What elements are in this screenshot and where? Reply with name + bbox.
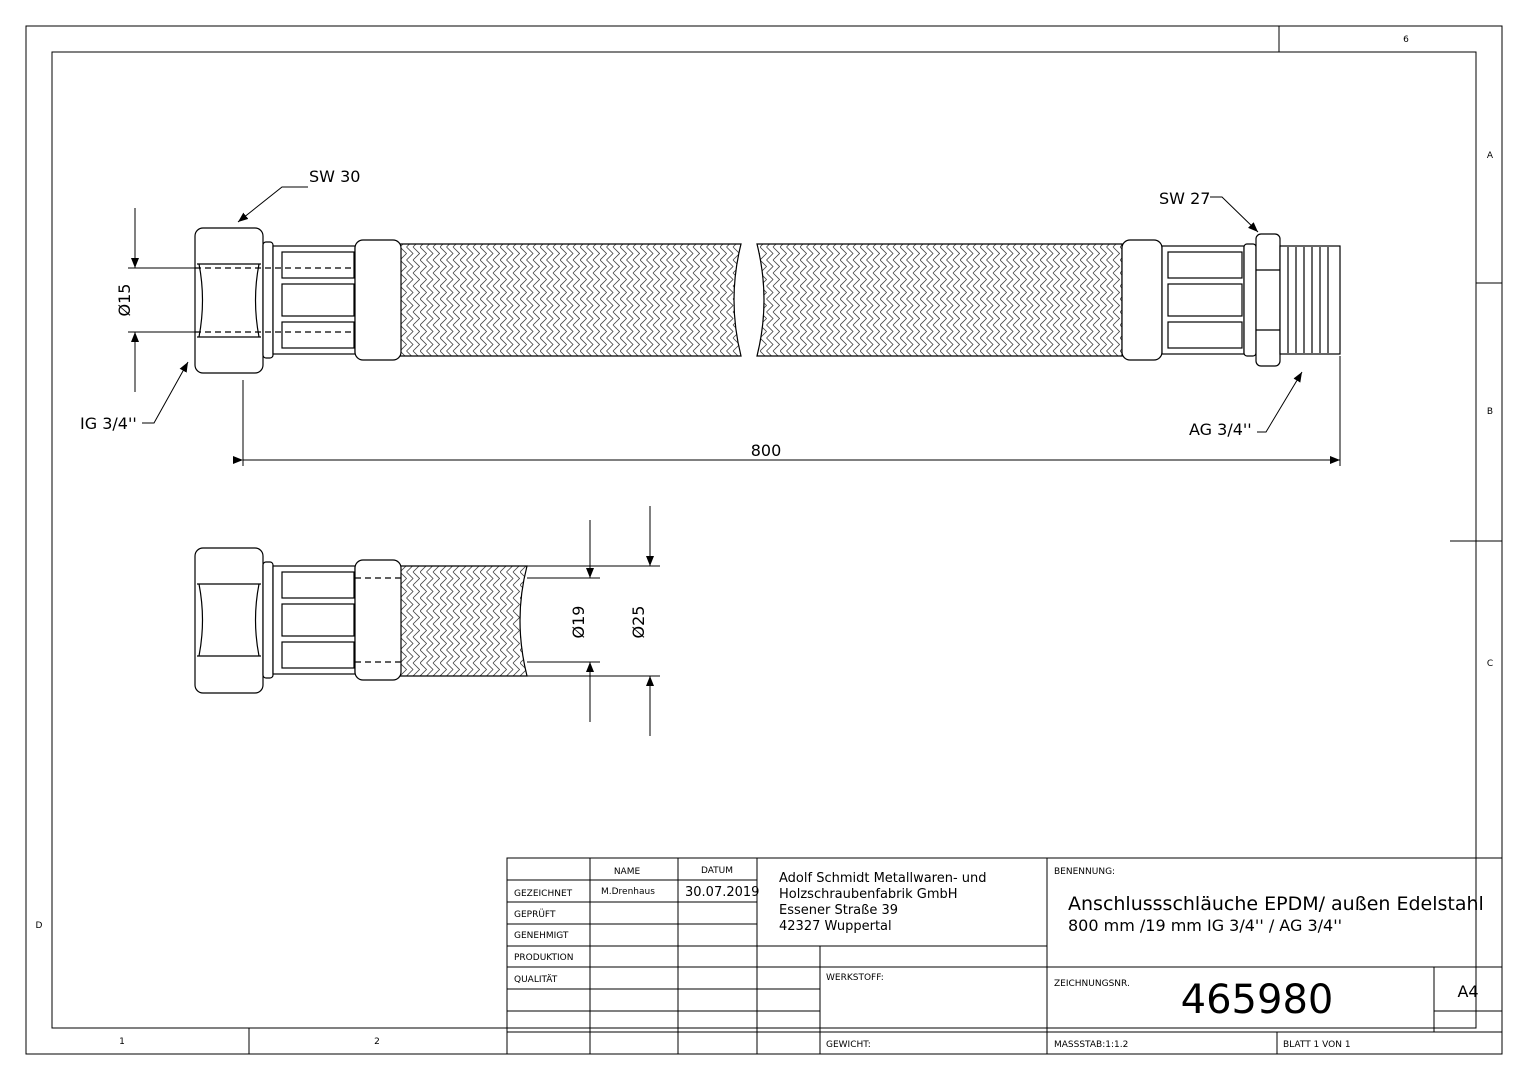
title-block — [507, 858, 1502, 1054]
column-label-2: 2 — [374, 1037, 380, 1047]
hose-main-view — [195, 228, 1340, 373]
label-sw30: SW 30 — [309, 167, 361, 186]
dimension-length: 800 — [750, 441, 782, 460]
header-name: NAME — [613, 867, 641, 877]
row-label-c: C — [1486, 659, 1494, 669]
ferrule-left — [273, 246, 355, 354]
hex-nut-right — [1256, 234, 1280, 366]
braided-hose-detail — [400, 566, 527, 676]
ferrule-detail — [273, 566, 355, 674]
row-label-qualitaet: QUALITÄT — [514, 975, 558, 985]
row-label-geprueft: GEPRÜFT — [514, 910, 556, 920]
dimension-d15: Ø15 — [115, 283, 134, 317]
header-date: DATUM — [700, 866, 734, 876]
benennung-label: BENENNUNG: — [1054, 867, 1116, 877]
hose-detail-view — [195, 548, 527, 693]
column-label-1: 1 — [119, 1037, 125, 1047]
row-label-b: B — [1486, 407, 1494, 417]
braided-hose-right — [757, 244, 1122, 356]
nut-collar-right — [1244, 244, 1256, 356]
row-label-d: D — [35, 921, 43, 931]
hex-nut-detail — [195, 548, 263, 693]
nut-collar-detail — [263, 562, 273, 678]
row-label-gezeichnet: GEZEICHNET — [514, 889, 573, 899]
dimension-d19: Ø19 — [569, 605, 588, 639]
label-ag: AG 3/4'' — [1189, 420, 1252, 439]
hex-nut-left — [195, 228, 263, 373]
dimension-texts-detail — [569, 606, 648, 639]
column-label-6: 6 — [1403, 35, 1409, 45]
row-label-produktion: PRODUKTION — [514, 953, 574, 963]
nut-collar-left — [263, 242, 273, 358]
zeichnungsnr-value: 465980 — [1180, 977, 1334, 1023]
label-ig: IG 3/4'' — [80, 414, 137, 433]
gewicht-label: GEWICHT: — [826, 1040, 871, 1050]
row-label-a: A — [1486, 151, 1494, 161]
company-line-2: Holzschraubenfabrik GmbH — [779, 887, 958, 902]
company-line-3: Essener Straße 39 — [779, 903, 898, 918]
male-thread-ag — [1280, 246, 1340, 354]
row-name-gezeichnet: M.Drenhaus — [601, 887, 655, 897]
werkstoff-label: WERKSTOFF: — [826, 973, 884, 983]
company-line-1: Adolf Schmidt Metallwaren- und — [779, 871, 987, 886]
braided-hose-left — [400, 244, 741, 356]
company-line-4: 42327 Wuppertal — [779, 919, 892, 934]
row-label-genehmigt: GENEHMIGT — [514, 931, 569, 941]
ferrule-right — [1162, 246, 1244, 354]
blatt-label: BLATT 1 VON 1 — [1283, 1040, 1351, 1050]
dimension-d25: Ø25 — [629, 605, 648, 639]
massstab-label: MASSSTAB:1:1.2 — [1054, 1040, 1129, 1050]
format-value: A4 — [1457, 982, 1479, 1001]
benennung-line-1: Anschlussschläuche EPDM/ außen Edelstahl — [1068, 893, 1484, 915]
label-sw27: SW 27 — [1159, 189, 1211, 208]
row-date-gezeichnet: 30.07.2019 — [685, 885, 760, 900]
zeichnungsnr-label: ZEICHNUNGSNR. — [1054, 979, 1130, 989]
crimp-sleeve-right — [1122, 240, 1162, 360]
benennung-line-2: 800 mm /19 mm IG 3/4'' / AG 3/4'' — [1068, 916, 1342, 935]
crimp-sleeve-left — [355, 240, 401, 360]
title-block-texts — [514, 866, 1484, 1050]
